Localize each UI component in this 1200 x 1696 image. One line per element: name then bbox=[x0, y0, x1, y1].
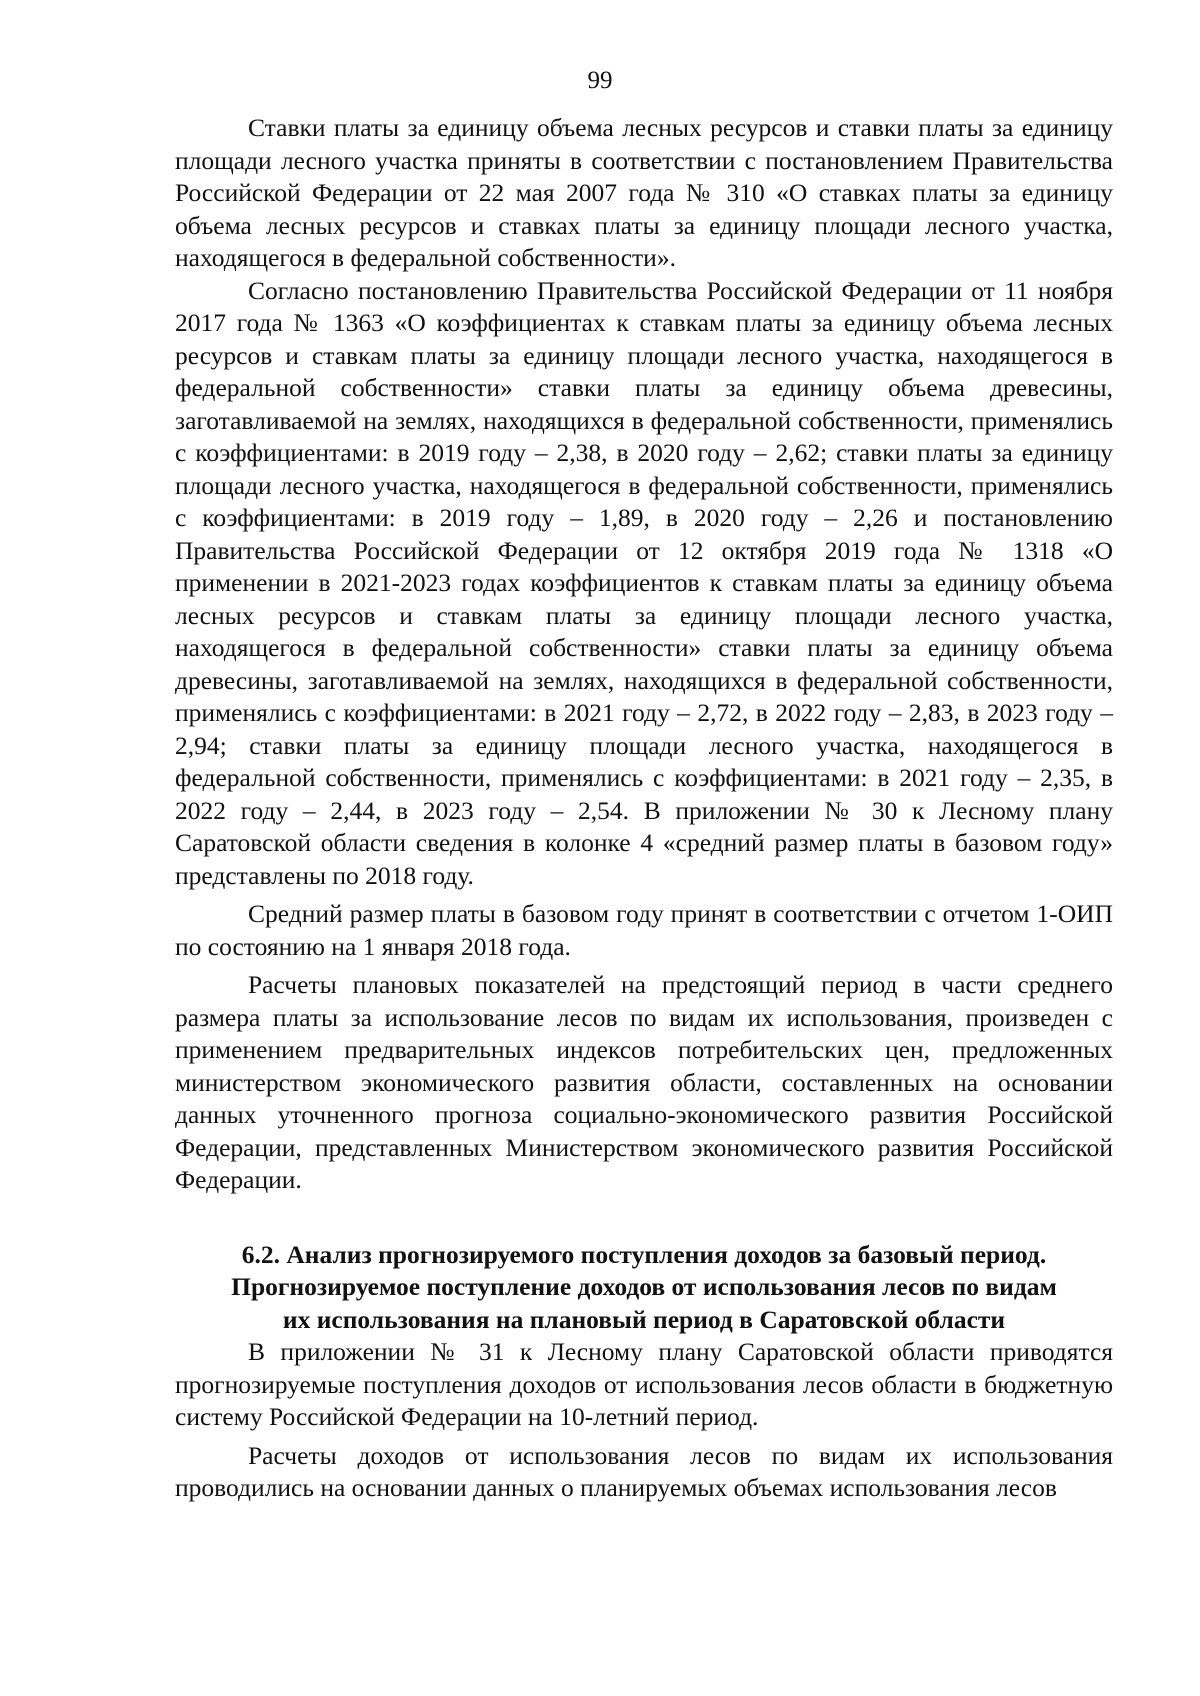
document-body bbox=[175, 112, 1113, 1505]
paragraph-income-calculation: Расчеты доходов от использования лесов по видам их использования проводились на основании данных о планируемых объемах использования лесов bbox=[175, 1440, 1113, 1502]
paragraph-appendix-31: В приложении № 31 к Лесному плану Саратовской области приводятся прогнозируемые поступления доходов от использования лесов области в бюджетную систему Российской Федерации на 10-летний период. bbox=[175, 1337, 1113, 1431]
paragraph-rates-basis: Ставки платы за единицу объема лесных ресурсов и ставки платы за единицу площади лесного участка приняты в соответствии с постановлением Правительства Российской Федерации от 22 мая 2007 года № 310 «О ставках платы за единицу объема лесных ресурсов и ставках платы за единицу площади лесного участка, находящегося в федеральной собственности». bbox=[175, 113, 1113, 272]
paragraph-average-payment: Средний размер платы в базовом году принят в соответствии с отчетом 1-ОИП по состоянию на 1 января 2018 года. bbox=[175, 899, 1113, 961]
section-heading-line: 6.2. Анализ прогнозируемого поступления доходов за базовый период. bbox=[241, 1239, 1047, 1269]
section-heading-line: их использования на плановый период в Саратовской области bbox=[282, 1304, 1006, 1334]
section-heading bbox=[175, 1239, 1113, 1337]
paragraph-coefficients: Согласно постановлению Правительства Российской Федерации от 11 ноября 2017 года № 1363 «О коэффициентах к ставкам платы за единицу объема лесных ресурсов и ставкам платы за единицу площади лесного участка, находящегося в федеральной собственности» ставки платы за единицу объема древесины, заготавливаемой на землях, находящихся в федеральной собственности, применялись с коэффициентами: в 2019 году – 2,38, в 2020 году – 2,62; ставки платы за единицу площади лесного участка, находящегося в федеральной собственности, применялись с коэффициентами: в 2019 году – 1,89, в 2020 году – 2,26 и постановлению Правительства Российской Федерации от 12 октября 2019 года № 1318 «О применении в 2021-2023 годах коэффициентов к ставкам платы за единицу объема лесных ресурсов и ставкам платы за единицу площади лесного участка, находящегося в федеральной собственности» ставки платы за единицу объема древесины, заготавливаемой на землях, находящихся в федеральной собственности, применялись с коэффициентами: в 2021 году – 2,72, в 2022 году – 2,83, в 2023 году – 2,94; ставки платы за единицу площади лесного участка, находящегося в федеральной собственности, применялись с коэффициентами: в 2021 году – 2,35, в 2022 году – 2,44, в 2023 году – 2,54. В приложении № 30 к Лесному плану Саратовской области сведения в колонке 4 «средний размер платы в базовом году» представлены по 2018 году. bbox=[175, 275, 1113, 890]
paragraph-planned-indicators: Расчеты плановых показателей на предстоящий период в части среднего размера платы за использование лесов по видам их использования, произведен с применением предварительных индексов потребительских цен, предложенных министерством экономического развития области, составленных на основании данных уточненного прогноза социально-экономического развития Российской Федерации, представленных Министерством экономического развития Российской Федерации. bbox=[175, 970, 1113, 1194]
section-heading-line: Прогнозируемое поступление доходов от использования лесов по видам bbox=[231, 1272, 1057, 1301]
page-number: 99 bbox=[587, 67, 613, 94]
